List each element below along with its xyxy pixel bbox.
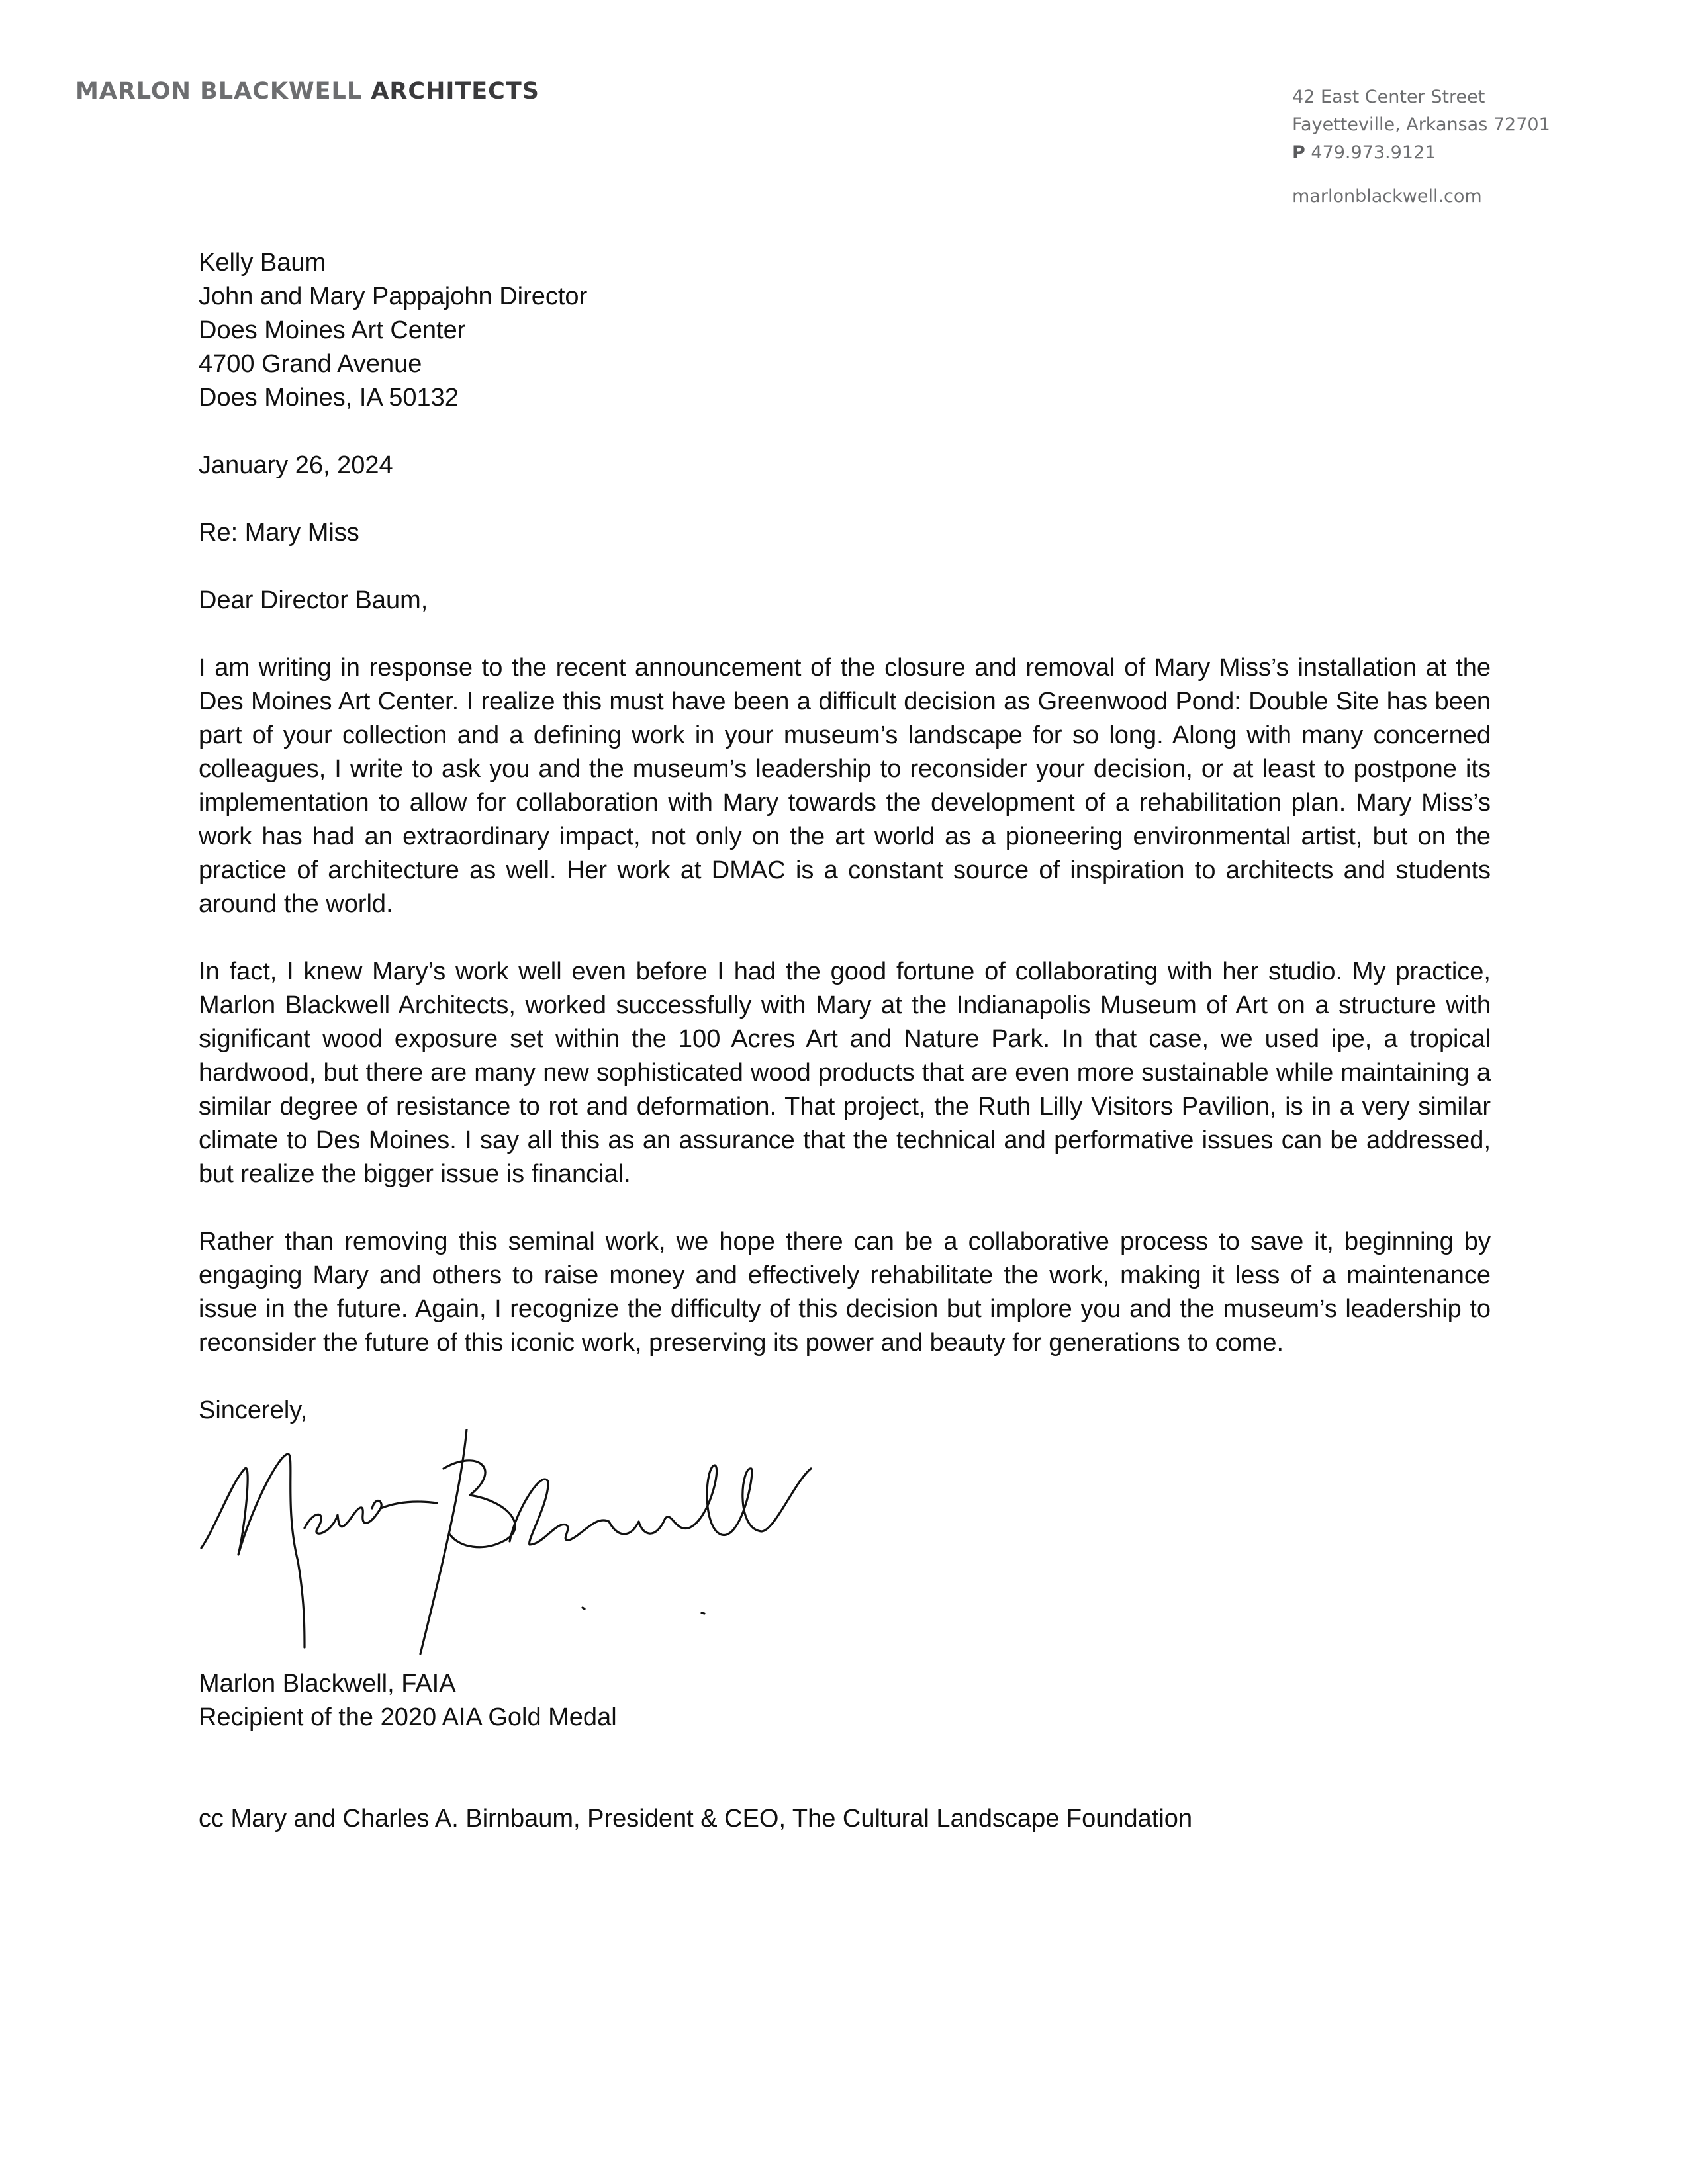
recipient-name: Kelly Baum xyxy=(199,249,326,277)
recipient-organization: Does Moines Art Center xyxy=(199,316,466,344)
letter-date: January 26, 2024 xyxy=(199,451,393,479)
subject-line: Re: Mary Miss xyxy=(199,519,359,547)
signer-name: Marlon Blackwell, FAIA xyxy=(199,1670,456,1698)
salutation: Dear Director Baum, xyxy=(199,586,428,614)
address-city: Fayetteville, Arkansas 72701 xyxy=(1292,114,1550,135)
recipient-street: 4700 Grand Avenue xyxy=(199,350,422,378)
logo-name: MARLON BLACKWELL xyxy=(75,78,363,105)
letter-body xyxy=(199,246,1491,1836)
body-paragraph-2: In fact, I knew Mary’s work well even before I had the good fortune of collaborating with her studio. My practice, Marlon Blackwell Architects, worked successfully with Mary at the Indianapolis Museum of Art on a structure with significant wood exposure set within the 100 Acres Art and Nature Park. In that case, we used ipe, a tropical hardwood, but there are many new sophisticated wood products that are even more sustainable while maintaining a similar degree of resistance to rot and deformation. That project, the Ruth Lilly Visitors Pavilion, is in a very similar climate to Des Moines. I say all this as an assurance that the technical and performative issues can be addressed, but realize the bigger issue is financial. xyxy=(199,958,1491,1188)
address-street: 42 East Center Street xyxy=(1292,87,1485,107)
handwritten-signature xyxy=(199,1429,847,1667)
phone-number: 479.973.9121 xyxy=(1311,142,1436,163)
website-link[interactable]: marlonblackwell.com xyxy=(1292,186,1482,206)
body-paragraph-3: Rather than removing this seminal work, we hope there can be a collaborative process to save it, beginning by engaging Mary and others to raise money and effectively rehabilitate the work, making it less of a maintenance issue in the future. Again, I recognize the difficulty of this decision but implore you and the museum’s leadership to reconsider the future of this iconic work, preserving its power and beauty for generations to come. xyxy=(199,1228,1491,1357)
logo-firm: ARCHITECTS xyxy=(371,78,539,105)
cc-line: cc Mary and Charles A. Birnbaum, President & CEO, The Cultural Landscape Foundation xyxy=(199,1805,1193,1833)
recipient-title: John and Mary Pappajohn Director xyxy=(199,283,588,310)
letterhead-logo xyxy=(75,78,539,105)
recipient-city: Does Moines, IA 50132 xyxy=(199,384,459,412)
body-paragraph-1: I am writing in response to the recent announcement of the closure and removal of Mary Miss’s installation at the Des Moines Art Center. I realize this must have been a difficult decision as Greenwood Pond: Double Site has been part of your collection and a defining work in your museum’s landscape for so long. Along with many concerned colleagues, I write to ask you and the museum’s leadership to reconsider your decision, or at least to postpone its implementation to allow for collaboration with Mary towards the development of a rehabilitation plan. Mary Miss’s work has had an extraordinary impact, not only on the art world as a pioneering environmental artist, but on the practice of architecture as well. Her work at DMAC is a constant source of inspiration to architects and students around the world. xyxy=(199,654,1491,918)
phone-line xyxy=(1292,139,1550,167)
closing: Sincerely, xyxy=(199,1396,308,1424)
address-block xyxy=(1292,83,1550,210)
phone-prefix: P xyxy=(1292,142,1305,163)
signer-title: Recipient of the 2020 AIA Gold Medal xyxy=(199,1704,617,1731)
